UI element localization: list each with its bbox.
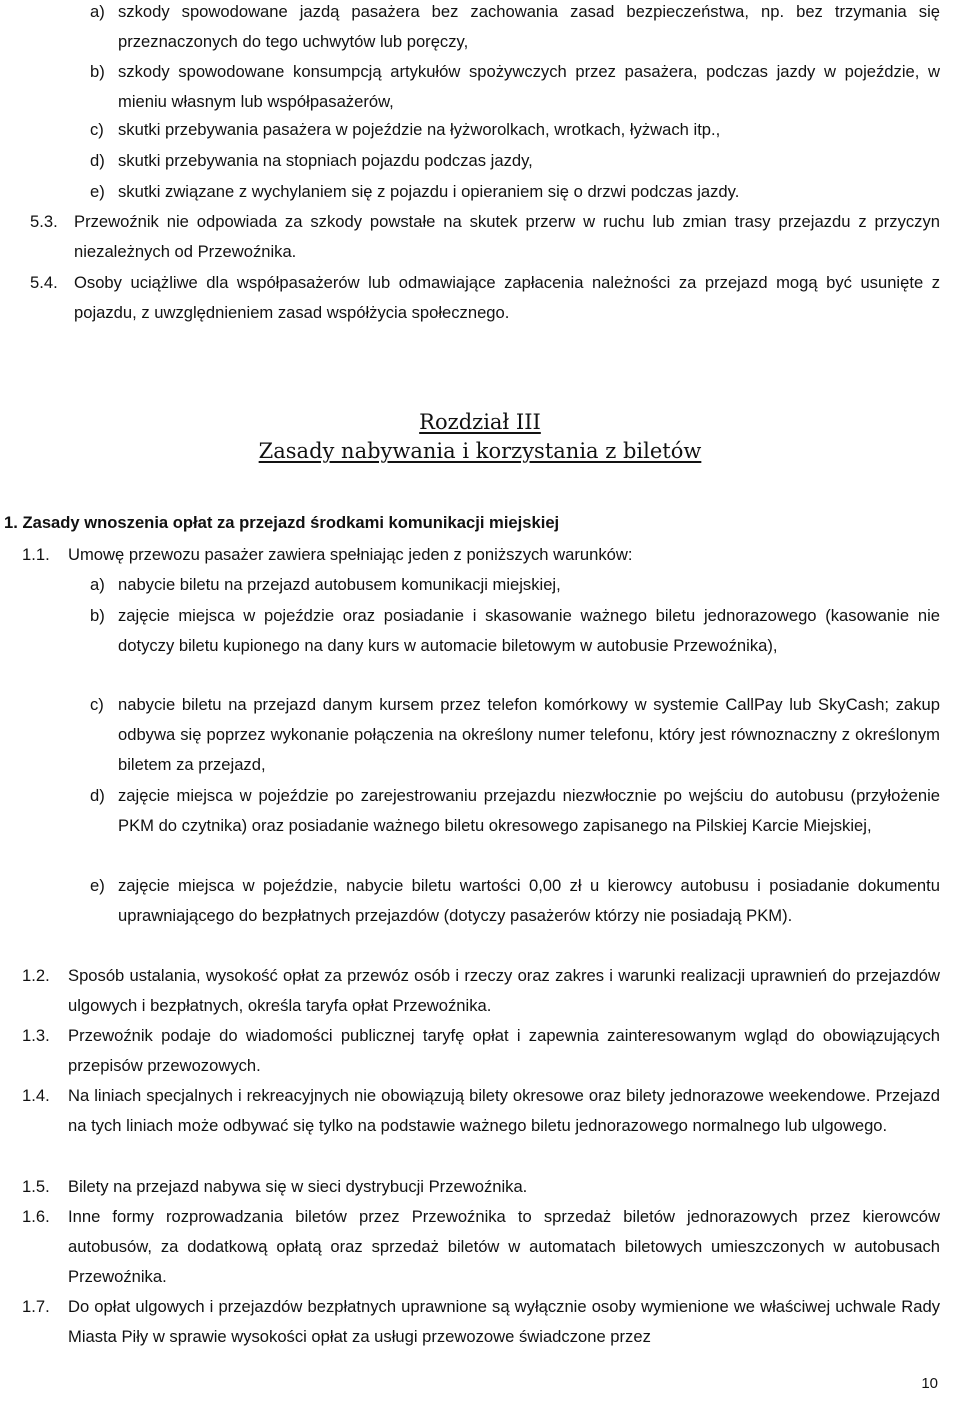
list-item-label: e) bbox=[90, 876, 105, 895]
list-item bbox=[90, 0, 940, 57]
list-item-text: skutki przebywania pasażera w pojeździe na łyżworolkach, wrotkach, łyżwach itp., bbox=[118, 120, 721, 139]
list-item bbox=[90, 871, 940, 931]
list-item-label: d) bbox=[90, 786, 105, 805]
list-item-label: b) bbox=[90, 62, 105, 81]
point-text: Umowę przewozu pasażer zawiera spełniając jeden z poniższych warunków: bbox=[68, 545, 633, 564]
list-item bbox=[90, 115, 940, 145]
point-1-7 bbox=[22, 1292, 940, 1352]
point-label: 1.3. bbox=[22, 1026, 50, 1045]
point-1-1 bbox=[22, 540, 940, 570]
point-text: Na liniach specjalnych i rekreacyjnych nie obowiązują bilety okresowe oraz bilety jednorazowe weekendowe. Przejazd na tych liniach może odbywać się tylko na podstawie ważnego biletu jednorazowego normalnego lub ulgowego. bbox=[68, 1086, 940, 1135]
point-text: Przewoźnik nie odpowiada za szkody powstałe na skutek przerw w ruchu lub zmian trasy przejazdu z przyczyn niezależnych od Przewoźnika. bbox=[74, 212, 940, 261]
point-label: 1.2. bbox=[22, 966, 50, 985]
point-5-3 bbox=[30, 207, 940, 267]
list-item-text: nabycie biletu na przejazd danym kursem przez telefon komórkowy w systemie CallPay lub SkyCash; zakup odbywa się poprzez wykonanie połączenia na określony numer telefonu, który jest równoznaczny z określonym biletem za przejazd, bbox=[118, 695, 940, 774]
point-text: Inne formy rozprowadzania biletów przez Przewoźnika to sprzedaż biletów jednorazowych przez kierowców autobusów, za dodatkową opłatą oraz sprzedaż biletów w automatach biletowych umieszczonych w autobusach Przewoźnika. bbox=[68, 1207, 940, 1286]
point-label: 1.7. bbox=[22, 1297, 50, 1316]
list-item bbox=[90, 690, 940, 780]
point-text: Bilety na przejazd nabywa się w sieci dystrybucji Przewoźnika. bbox=[68, 1177, 528, 1196]
point-label: 1.6. bbox=[22, 1207, 50, 1226]
list-item-text: nabycie biletu na przejazd autobusem komunikacji miejskiej, bbox=[118, 575, 561, 594]
list-item-label: b) bbox=[90, 606, 105, 625]
point-label: 5.4. bbox=[30, 273, 58, 292]
point-text: Osoby uciążliwe dla współpasażerów lub odmawiające zapłacenia należności za przejazd mogą być usunięte z pojazdu, z uwzględnieniem zasad współżycia społecznego. bbox=[74, 273, 940, 322]
list-item-label: c) bbox=[90, 695, 104, 714]
list-item bbox=[90, 57, 940, 117]
list-item-label: a) bbox=[90, 575, 105, 594]
point-1-3 bbox=[22, 1021, 940, 1081]
point-1-4 bbox=[22, 1081, 940, 1141]
list-item-text: zajęcie miejsca w pojeździe, nabycie biletu wartości 0,00 zł u kierowcy autobusu i posiadanie dokumentu uprawniającego do bezpłatnych przejazdów (dotyczy pasażerów którzy nie posiadają PKM). bbox=[118, 876, 940, 925]
list-item-text: szkody spowodowane jazdą pasażera bez zachowania zasad bezpieczeństwa, np. bez trzymania się przeznaczonych do tego uchwytów lub poręczy, bbox=[118, 2, 940, 51]
list-item bbox=[90, 177, 940, 207]
page-number: 10 bbox=[921, 1375, 938, 1392]
list-item-text: skutki przebywania na stopniach pojazdu podczas jazdy, bbox=[118, 151, 533, 170]
list-item bbox=[90, 570, 940, 600]
chapter-number bbox=[0, 406, 960, 438]
list-item bbox=[90, 146, 940, 176]
point-label: 5.3. bbox=[30, 212, 58, 231]
list-item-text: szkody spowodowane konsumpcją artykułów spożywczych przez pasażera, podczas jazdy w pojeździe, w mieniu własnym lub współpasażerów, bbox=[118, 62, 940, 111]
point-label: 1.5. bbox=[22, 1177, 50, 1196]
list-item-text: skutki związane z wychylaniem się z pojazdu i opieraniem się o drzwi podczas jazdy. bbox=[118, 182, 740, 201]
list-item bbox=[90, 781, 940, 841]
point-1-2 bbox=[22, 961, 940, 1021]
point-text: Przewoźnik podaje do wiadomości publicznej taryfę opłat i zapewnia zainteresowanym wgląd do obowiązujących przepisów przewozowych. bbox=[68, 1026, 940, 1075]
chapter-number-text: Rozdział III bbox=[419, 410, 541, 434]
point-label: 1.4. bbox=[22, 1086, 50, 1105]
point-1-5 bbox=[22, 1172, 940, 1202]
list-item-text: zajęcie miejsca w pojeździe oraz posiadanie i skasowanie ważnego biletu jednorazowego (kasowanie nie dotyczy biletu kupionego na dany kurs w automacie biletowym w autobusie Przewoźnika), bbox=[118, 606, 940, 655]
point-label: 1.1. bbox=[22, 545, 50, 564]
list-item-label: a) bbox=[90, 2, 105, 21]
list-item-label: d) bbox=[90, 151, 105, 170]
point-1-6 bbox=[22, 1202, 940, 1292]
list-item bbox=[90, 601, 940, 661]
chapter-title bbox=[0, 435, 960, 467]
section-heading: 1. Zasady wnoszenia opłat za przejazd środkami komunikacji miejskiej bbox=[4, 513, 560, 532]
chapter-title-text: Zasady nabywania i korzystania z biletów bbox=[258, 439, 702, 463]
list-item-label: e) bbox=[90, 182, 105, 201]
list-item-text: zajęcie miejsca w pojeździe po zarejestrowaniu przejazdu niezwłocznie po wejściu do autobusu (przyłożenie PKM do czytnika) oraz posiadanie ważnego biletu okresowego zapisanego na Pilskiej Karcie Miejskiej, bbox=[118, 786, 940, 835]
point-text: Do opłat ulgowych i przejazdów bezpłatnych uprawnione są wyłącznie osoby wymienione we właściwej uchwale Rady Miasta Piły w sprawie wysokości opłat za usługi przewozowe świadczone przez bbox=[68, 1297, 940, 1346]
list-item-label: c) bbox=[90, 120, 104, 139]
point-text: Sposób ustalania, wysokość opłat za przewóz osób i rzeczy oraz zakres i warunki realizacji uprawnień do przejazdów ulgowych i bezpłatnych, określa taryfa opłat Przewoźnika. bbox=[68, 966, 940, 1015]
point-5-4 bbox=[30, 268, 940, 328]
